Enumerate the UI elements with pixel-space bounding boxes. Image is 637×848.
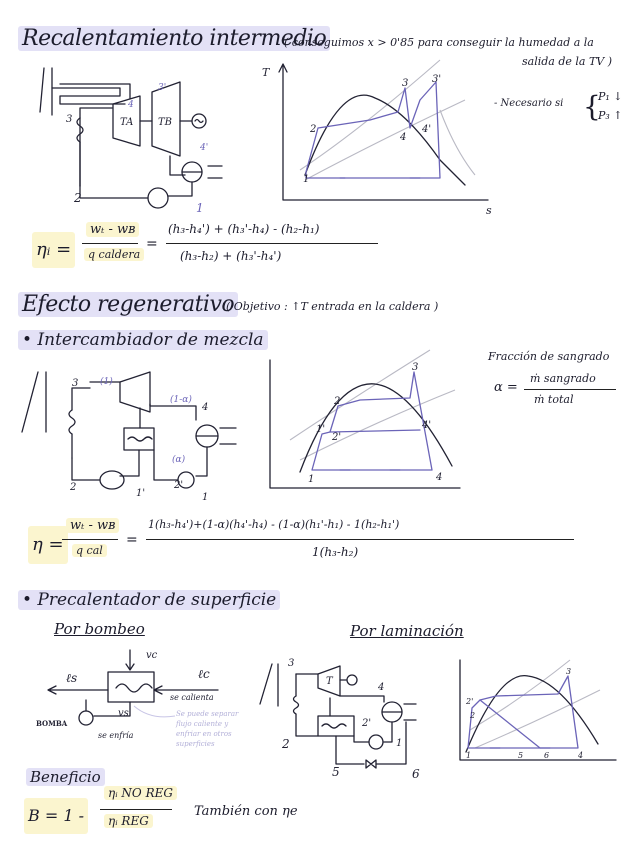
ts3-p3: 3 [566,667,572,676]
diag2-n2p: 2' [174,480,184,491]
ts3-p1: 1 [466,751,472,760]
formula2-den2: 1(h₃-h₂) [312,545,359,559]
formula2-eq: = [126,532,138,548]
ts1-p4p: 4' [422,124,432,135]
bombeo-ls: ℓs [66,671,78,685]
diag2-f1a: (1-α) [170,395,192,405]
diag1-n3p: 3' [158,83,167,93]
diag1-n1: 1 [196,201,204,215]
por-laminacion-title: Por laminación [350,622,464,640]
condition-p3: P₃ ↑ [598,109,623,122]
diag2-n3: 3 [72,378,79,389]
ts1-p1: 1 [303,174,310,185]
ts1-p2: 2 [310,124,317,135]
section2-subtitle: • Intercambiador de mezcla [18,330,268,350]
diag1-n4p: 4' [200,143,209,153]
diag2-fa: (α) [172,455,186,465]
ts1-t: T [262,66,270,79]
ts3-p4: 4 [578,751,584,760]
faint-note-3: enfriar en otros [176,730,232,738]
faint-note-1: Se puede separar [176,710,239,718]
diag1-tb: TB [158,117,173,128]
ts3-p5: 5 [518,751,524,760]
diag1-n4: 4 [128,100,134,110]
ts2-p4: 4 [436,472,443,483]
formula1-num: wₜ - wʙ [86,222,139,237]
necesario-text: - Necesario si [494,98,564,109]
alpha-den: ṁ total [534,393,574,406]
faint-note-2: flujo caliente y [176,720,229,728]
lam-n5: 5 [332,765,340,779]
lam-n1: 1 [396,738,403,749]
diag1-n3: 3 [66,114,73,125]
ts1-s: s [486,204,492,217]
formula1-lhs: ηᵢ = [32,232,75,268]
diag2-n4: 4 [202,402,209,413]
diag1-ta: TA [120,117,134,128]
formula2-num: wₜ - wʙ [66,518,119,533]
beneficio-den: ηᵢ REG [104,814,153,828]
bombeo-bomba: BOMBA [36,719,68,728]
beneficio-lhs: B = 1 - [24,798,88,834]
lam-n2p: 2' [362,718,372,729]
bombeo-lc: ℓc [198,667,210,681]
beneficio-title: Beneficio [26,768,105,786]
formula1-den2: (h₃-h₂) + (h₃'-h₄') [180,249,282,263]
alpha-num: ṁ sangrado [530,372,596,385]
section2-note: ( Objetivo : ↑T entrada en la caldera ) [226,300,439,313]
ts2-p1: 1 [308,474,315,485]
lam-n6: 6 [412,767,420,781]
lam-n3: 3 [288,658,295,669]
beneficio-num: ηᵢ NO REG [104,786,177,800]
ts2-p2p: 2' [332,432,342,443]
formula2-lhs: η = [28,526,68,564]
ts1-p4: 4 [400,132,407,143]
diag2-n1p: 1' [136,488,146,499]
beneficio-also: También con ηe [194,804,298,819]
section1-title: Recalentamiento intermedio [18,26,330,51]
ts2-p3: 3 [412,362,419,373]
formula1-eq: = [146,236,158,252]
ts3-p2p: 2' [466,697,474,706]
diag2-n1: 1 [202,492,209,503]
bombeo-se-calienta: se calienta [170,693,214,702]
ts1-p3p: 3' [432,74,442,85]
diag2-n2: 2 [70,482,77,493]
por-bombeo-title: Por bombeo [54,620,145,638]
lam-t: T [326,676,333,687]
condition-brace: { [583,90,601,123]
diag1-n2: 2 [74,191,82,205]
formula1-num2: (h₃-h₄') + (h₃'-h₄) - (h₂-h₁) [168,222,320,236]
diag2-f1: (1) [100,377,113,387]
faint-note-4: superficies [176,740,215,748]
bombeo-vc: vc [146,650,158,661]
condition-p1: P₁ ↓ [598,90,623,103]
ts2-p4p: 4' [422,420,432,431]
ts3-p6: 6 [544,751,550,760]
lam-n4: 4 [378,682,385,693]
formula2-num2: 1(h₃-h₄')+(1-α)(h₄'-h₄) - (1-α)(h₁'-h₁) - 1(h₂-h₁') [148,518,400,531]
ts1-p3: 3 [402,78,409,89]
fraccion-title: Fracción de sangrado [488,350,610,363]
ts3-p2: 2 [470,711,476,720]
lam-n2: 2 [282,737,290,751]
section2-title: Efecto regenerativo [18,292,238,317]
formula2-den: q cal [72,544,107,557]
ts2-p1p: 1' [316,424,326,435]
alpha-lhs: α = [494,380,518,395]
ts2-p2: 2 [334,396,341,407]
section1-note-line1: ( conseguimos x > 0'85 para conseguir la humedad a la [284,36,594,49]
bombeo-vs: vs [118,708,129,719]
section1-note-line2: salida de la TV ) [522,55,613,68]
bombeo-se-enfria: se enfría [98,731,134,740]
formula1-den: q caldera [84,248,144,261]
section3-title: • Precalentador de superficie [18,590,280,610]
